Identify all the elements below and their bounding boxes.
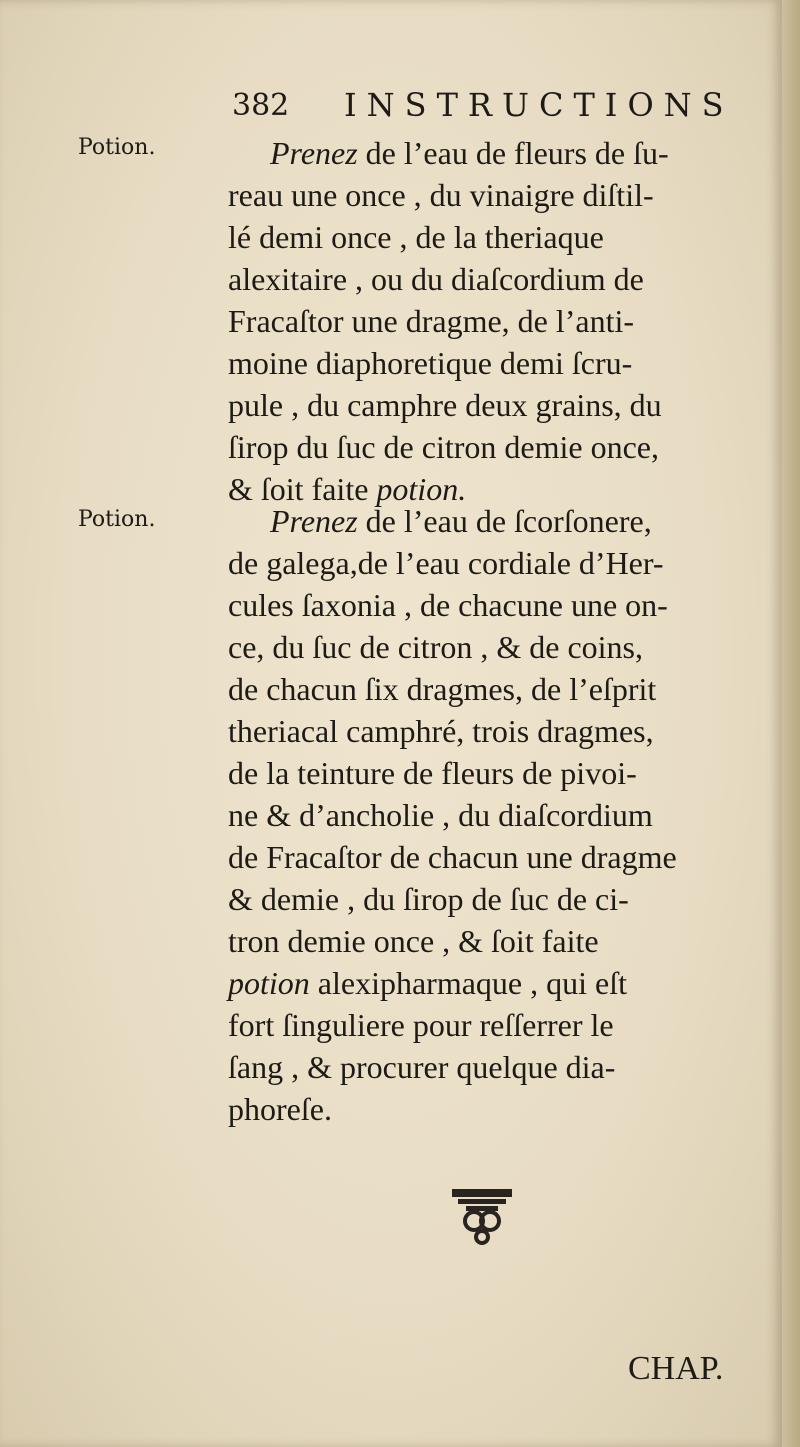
printers-ornament-icon <box>450 1185 514 1247</box>
line-text: de galega,de l’eau cordiale d’Her- <box>228 545 664 581</box>
text-line <box>228 878 756 920</box>
page-edge <box>782 0 800 1447</box>
paragraph-2 <box>228 500 756 1130</box>
italic-word: Prenez <box>270 135 358 171</box>
line-text: tron demie once , & ſoit faite <box>228 923 599 959</box>
text-line <box>228 500 756 542</box>
text-line <box>228 342 756 384</box>
paragraph-1 <box>228 132 756 510</box>
text-line <box>228 542 756 584</box>
margin-note-2: Potion. <box>78 507 156 532</box>
line-text: theriacal camphré, trois dragmes, <box>228 713 654 749</box>
line-text: ce, du ſuc de citron , & de coins, <box>228 629 643 665</box>
line-text: ne & d’ancholie , du diaſcordium <box>228 797 653 833</box>
text-line <box>228 710 756 752</box>
text-line <box>228 584 756 626</box>
page-number: 382 <box>232 88 290 123</box>
line-text: alexipharmaque , qui eſt <box>309 965 627 1001</box>
line-text: alexitaire , ou du diaſcordium de <box>228 261 644 297</box>
running-title: INSTRUCTIONS <box>344 86 734 124</box>
text-line <box>228 836 756 878</box>
line-text: Fracaſtor une dragme, de l’anti- <box>228 303 635 339</box>
line-text: & ſoit faite <box>228 471 377 507</box>
text-line <box>228 626 756 668</box>
line-text: ſang , & procurer quelque dia- <box>228 1049 616 1085</box>
margin-note-1: Potion. <box>78 135 156 160</box>
line-text: de chacun ſix dragmes, de l’eſprit <box>228 671 657 707</box>
italic-word: potion. <box>376 471 467 507</box>
text-line <box>228 1046 756 1088</box>
line-text: fort ſinguliere pour reſſerrer le <box>228 1007 614 1043</box>
line-text: cules ſaxonia , de chacune une on- <box>228 587 668 623</box>
line-text: reau une once , du vinaigre diſtil- <box>228 177 654 213</box>
text-line <box>228 174 756 216</box>
text-line <box>228 1088 756 1130</box>
text-line <box>228 752 756 794</box>
line-text: & demie , du ſirop de ſuc de ci- <box>228 881 629 917</box>
text-line <box>228 668 756 710</box>
italic-word: Prenez <box>270 503 358 539</box>
line-text: ſirop du ſuc de citron demie once, <box>228 429 659 465</box>
line-text: de Fracaſtor de chacun une dragme <box>228 839 677 875</box>
text-line <box>228 216 756 258</box>
line-text: pule , du camphre deux grains, du <box>228 387 662 423</box>
text-line <box>228 426 756 468</box>
line-text: lé demi once , de la theriaque <box>228 219 604 255</box>
text-line <box>228 920 756 962</box>
catchword: CHAP. <box>628 1350 724 1387</box>
text-line <box>228 132 756 174</box>
line-text: de la teinture de fleurs de pivoi- <box>228 755 637 791</box>
text-line <box>228 384 756 426</box>
text-line <box>228 300 756 342</box>
text-line <box>228 794 756 836</box>
text-line <box>228 1004 756 1046</box>
line-text: phoreſe. <box>228 1091 332 1127</box>
text-line <box>228 962 756 1004</box>
italic-word: potion <box>228 965 310 1001</box>
line-text: de l’eau de fleurs de ſu- <box>357 135 669 171</box>
line-text: moine diaphoretique demi ſcru- <box>228 345 633 381</box>
text-line <box>228 258 756 300</box>
line-text: de l’eau de ſcorſonere, <box>357 503 652 539</box>
page-header <box>232 82 734 132</box>
